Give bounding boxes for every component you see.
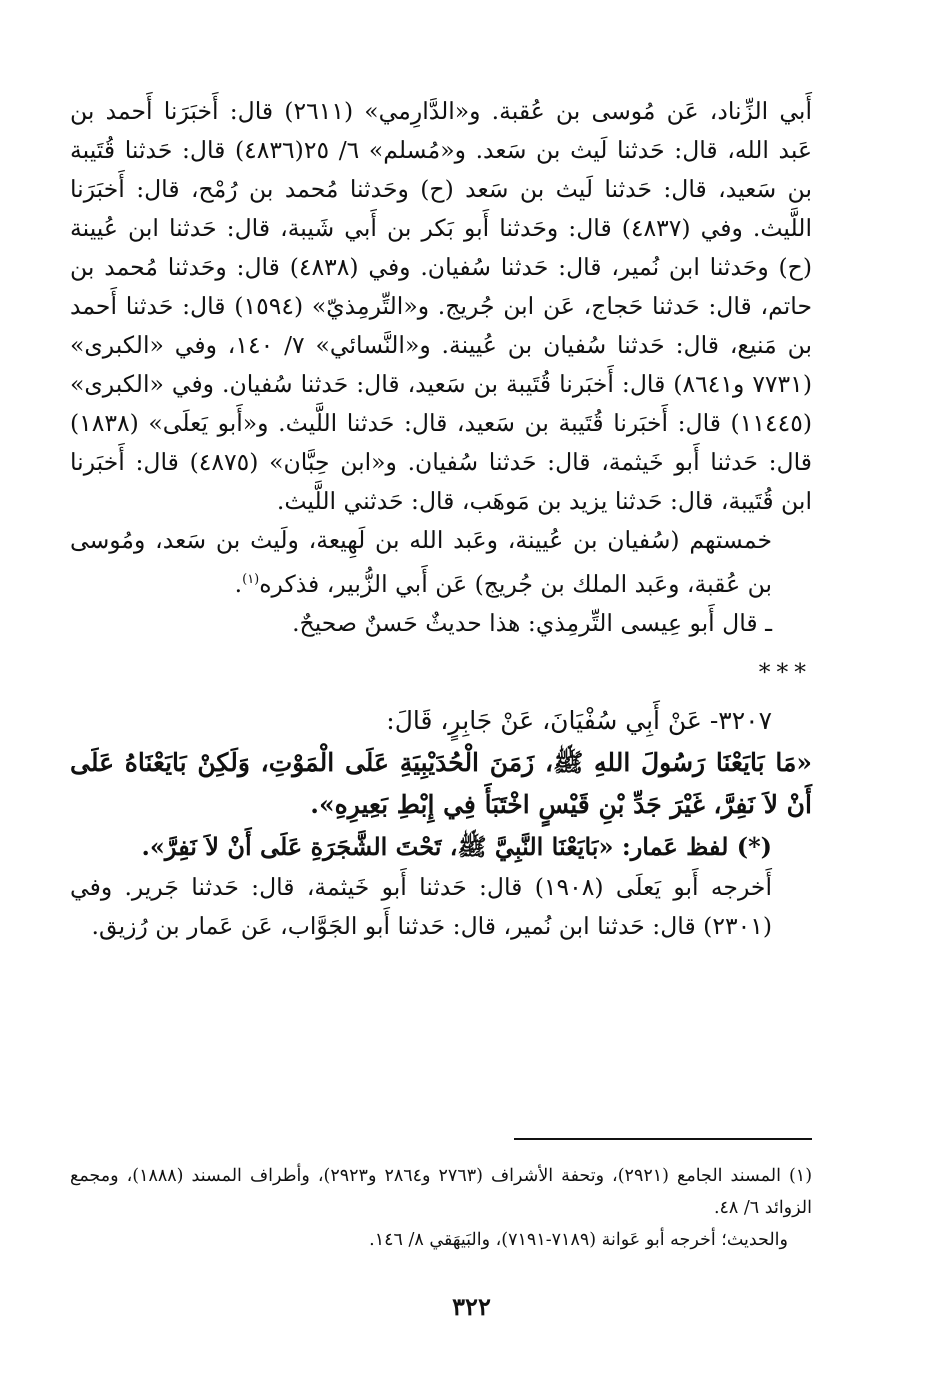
paragraph-khamsatuhum-end: . [234, 569, 243, 598]
footnote-2: والحديث؛ أخرجه أبو عَوانة (٧١٨٩-٧١٩١)، والبَيهَقي ٨/ ١٤٦. [369, 1230, 788, 1250]
hadith-source: أَخرجه أَبو يَعلَى (١٩٠٨) قال: حَدثنا أَبو خَيثمة، قال: حَدثنا جَرير. وفي (٢٣٠١) قال: حَدثنا ابن نُمير، قال: حَدثنا أَبو الجَوَّاب، عَن عَمار بن رُزيق. [70, 872, 772, 940]
hadith-isnad: عَنْ أَبِي سُفْيَانَ، عَنْ جَابِرٍ، قَالَ: [386, 705, 702, 735]
hadith-header [70, 700, 812, 742]
hadith-matn: «مَا بَايَعْنَا رَسُولَ اللهِ ﷺ، زَمَنَ الْحُدَيْبِيَةِ عَلَى الْمَوْتِ، وَلَكِنْ بَايَعْنَاهُ عَلَى أَنْ لاَ نَفِرَّ، غَيْرَ جَدِّ بْنِ قَيْسٍ اخْتَبَأَ فِي إِبْطِ بَعِيرِهِ». [70, 747, 812, 819]
main-text [70, 92, 812, 946]
footnote-separator [514, 1138, 812, 1140]
hadith-number: ٣٢٠٧- [709, 705, 772, 735]
footnotes [70, 1160, 812, 1256]
paragraph-takhrij: أَبي الزِّناد، عَن مُوسى بن عُقبة. و«الدَّارِمي» (٢٦١١) قال: أَخبَرَنا أَحمد بن عَبد الله، قال: حَدثنا لَيث بن سَعد. و«مُسلم» ٦/ ٢٥(٤٨٣٦) قال: حَدثنا قُتَيبة بن سَعيد، قال: حَدثنا لَيث بن سَعد (ح) وحَدثنا مُحمد بن رُمْح، قال: أَخبَرَنا اللَّيث. وفي (٤٨٣٧) قال: وحَدثنا أَبو بَكر بن أَبي شَيبة، قال: حَدثنا ابن عُيينة (ح) وحَدثنا ابن نُمير، قال: حَدثنا سُفيان. وفي (٤٨٣٨) قال: وحَدثنا مُحمد بن حاتم، قال: حَدثنا حَجاج، عَن ابن جُريج. و«التِّرمِذيّ» (١٥٩٤) قال: حَدثنا أَحمد بن مَنيع، قال: حَدثنا سُفيان بن عُيينة. و«النَّسائي» ٧/ ١٤٠، وفي «الكبرى» (٧٧٣١ و٨٦٤١) قال: أَخبَرنا قُتَيبة بن سَعيد، قال: حَدثنا سُفيان. وفي «الكبرى» (١١٤٤٥) قال: أَخبَرنا قُتَيبة بن سَعيد، قال: حَدثنا اللَّيث. و«أَبو يَعلَى» (١٨٣٨) قال: حَدثنا أَبو خَيثمة، قال: حَدثنا سُفيان. و«ابن حِبَّان» (٤٨٧٥) قال: أَخبَرنا ابن قُتَيبة، قال: حَدثنا يزيد بن مَوهَب، قال: حَدثني اللَّيث. [70, 97, 813, 515]
paragraph-khamsatuhum-text: خمستهم (سُفيان بن عُيينة، وعَبد الله بن لَهِيعة، ولَيث بن سَعد، ومُوسى بن عُقبة، وعَبد الملك بن جُريج) عَن أَبي الزُّبير، فذكره [70, 526, 772, 598]
footnote-1: (١) المسند الجامع (٢٩٢١)، وتحفة الأشراف (٢٧٦٣ و٢٨٦٤ و٢٩٢٣)، وأطراف المسند (١٨٨٨)، ومجمع الزوائد ٦/ ٤٨. [70, 1166, 813, 1218]
page-number: ٣٢٢ [452, 1292, 491, 1321]
separator-stars: *** [758, 657, 812, 686]
paragraph-khamsatuhum [70, 521, 812, 604]
hadith-variant: (*) لفظ عَمار: «بَايَعْنَا النَّبِيَّ ﷺ، تَحْتَ الشَّجَرَةِ عَلَى أَنْ لاَ نَفِرَّ». [141, 831, 772, 861]
tirmidhi-comment: ـ قال أَبو عِيسى التِّرمِذي: هذا حديثٌ حَسنٌ صحيحٌ. [292, 608, 772, 637]
footnote-ref[interactable]: (١) [242, 572, 260, 587]
